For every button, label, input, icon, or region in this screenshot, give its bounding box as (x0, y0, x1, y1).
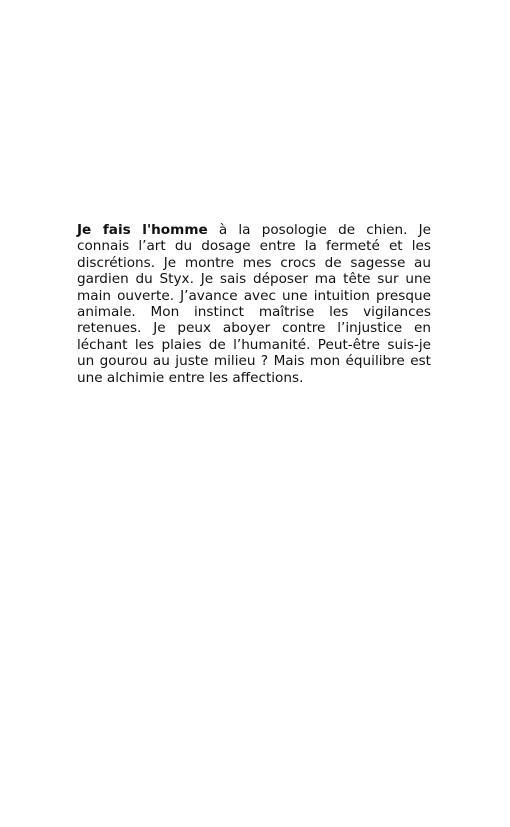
paragraph-body: à la posologie de chien. Je connais l’art du dosage entre la fermeté et les discrétions. Je montre mes crocs de sagesse au gardien du Styx. Je sais déposer ma tête sur une main ouverte. J’avance avec une intuition presque animale. Mon instinct maîtrise les vigilances retenues. Je peux aboyer contre l’injustice en léchant les plaies de l’humanité. Peut-être suis-je un gourou au juste milieu ? Mais mon équilibre est une alchimie entre les affections. (77, 222, 431, 386)
poem-paragraph (77, 222, 431, 386)
paragraph-lead: Je fais l'homme (77, 222, 208, 238)
